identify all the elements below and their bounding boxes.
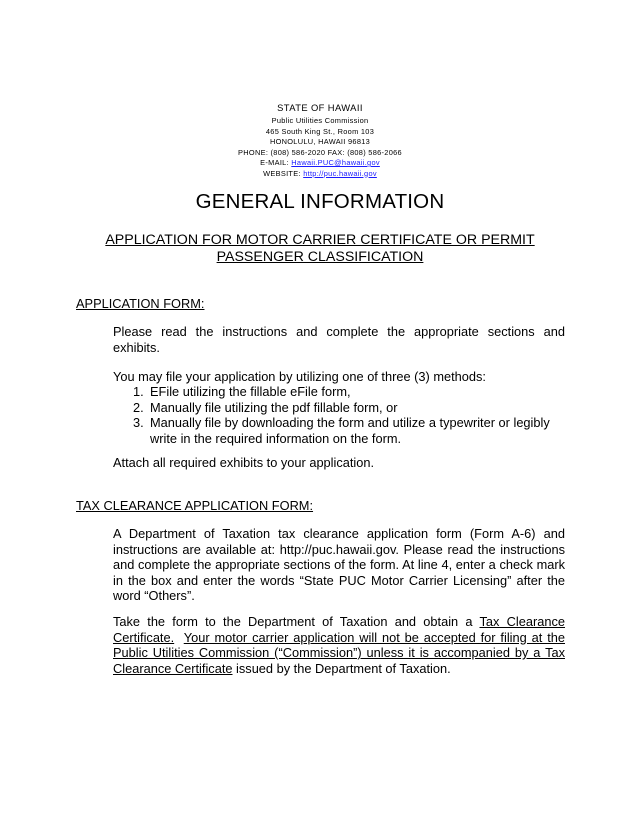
subtitle-line-2: PASSENGER CLASSIFICATION — [216, 249, 424, 265]
email-label: E-MAIL: — [260, 158, 292, 167]
tax-clearance-requirement — [113, 614, 565, 676]
list-number: 1. — [133, 384, 144, 399]
tax-clearance-instructions: A Department of Taxation tax clearance application form (Form A-6) and instructions are available at: http://puc.hawaii.gov. Please read the instructions and complete the appropriate sections of the form. At line 4, enter a check mark in the box and enter the words “State PUC Motor Carrier Licensing” after the word “Others”. — [113, 526, 565, 603]
requirement-spacer — [174, 630, 184, 645]
tax-clearance-certificate-term: Tax Clearance Certificate. — [113, 614, 565, 645]
list-text: EFile utilizing the fillable eFile form, — [150, 384, 351, 399]
list-number: 3. — [133, 415, 144, 430]
tax-clearance-heading: TAX CLEARANCE APPLICATION FORM: — [76, 498, 314, 513]
header-state: STATE OF HAWAII — [277, 102, 363, 113]
application-form-instructions: Please read the instructions and complete the appropriate sections and exhibits. — [113, 324, 565, 355]
header-email-line — [0, 158, 640, 169]
website-label: WEBSITE: — [263, 168, 304, 178]
filing-method-item — [133, 415, 569, 446]
header-website-line — [0, 169, 640, 180]
requirement-text-e: issued by the Department of Taxation. — [232, 660, 451, 676]
header-address-city: HONOLULU, HAWAII 96813 — [269, 137, 371, 146]
list-text: Manually file utilizing the pdf fillable form, or — [150, 399, 398, 415]
list-number: 2. — [133, 399, 144, 415]
page-title: GENERAL INFORMATION — [195, 190, 445, 213]
header-agency: Public Utilities Commission — [271, 116, 369, 125]
requirement-warning: Your motor carrier application will not be accepted for filing at the Public Utilities Commission (“Commission”) unless it is accompanied by a Tax Clearance Certificate — [113, 629, 565, 676]
subtitle-line-1: APPLICATION FOR MOTOR CARRIER CERTIFICATE OR PERMIT — [105, 232, 535, 248]
filing-method-item — [133, 400, 569, 416]
filing-method-item — [133, 384, 569, 400]
requirement-text-a: Take the form to the Department of Taxation and obtain a — [113, 614, 480, 629]
attach-exhibits-note: Attach all required exhibits to your application. — [113, 455, 375, 470]
website-link[interactable]: http://puc.hawaii.gov — [303, 168, 377, 178]
header-phone-fax: PHONE: (808) 586-2020 FAX: (808) 586-2066 — [238, 147, 402, 157]
header-address-street: 465 South King St., Room 103 — [265, 126, 375, 136]
application-form-heading: APPLICATION FORM: — [76, 296, 205, 311]
list-text: Manually file by downloading the form and utilize a typewriter or legibly write in the required information on the form. — [150, 415, 550, 446]
email-link[interactable]: Hawaii.PUC@hawaii.gov — [291, 158, 380, 167]
filing-methods-intro: You may file your application by utilizing one of three (3) methods: — [113, 369, 486, 384]
